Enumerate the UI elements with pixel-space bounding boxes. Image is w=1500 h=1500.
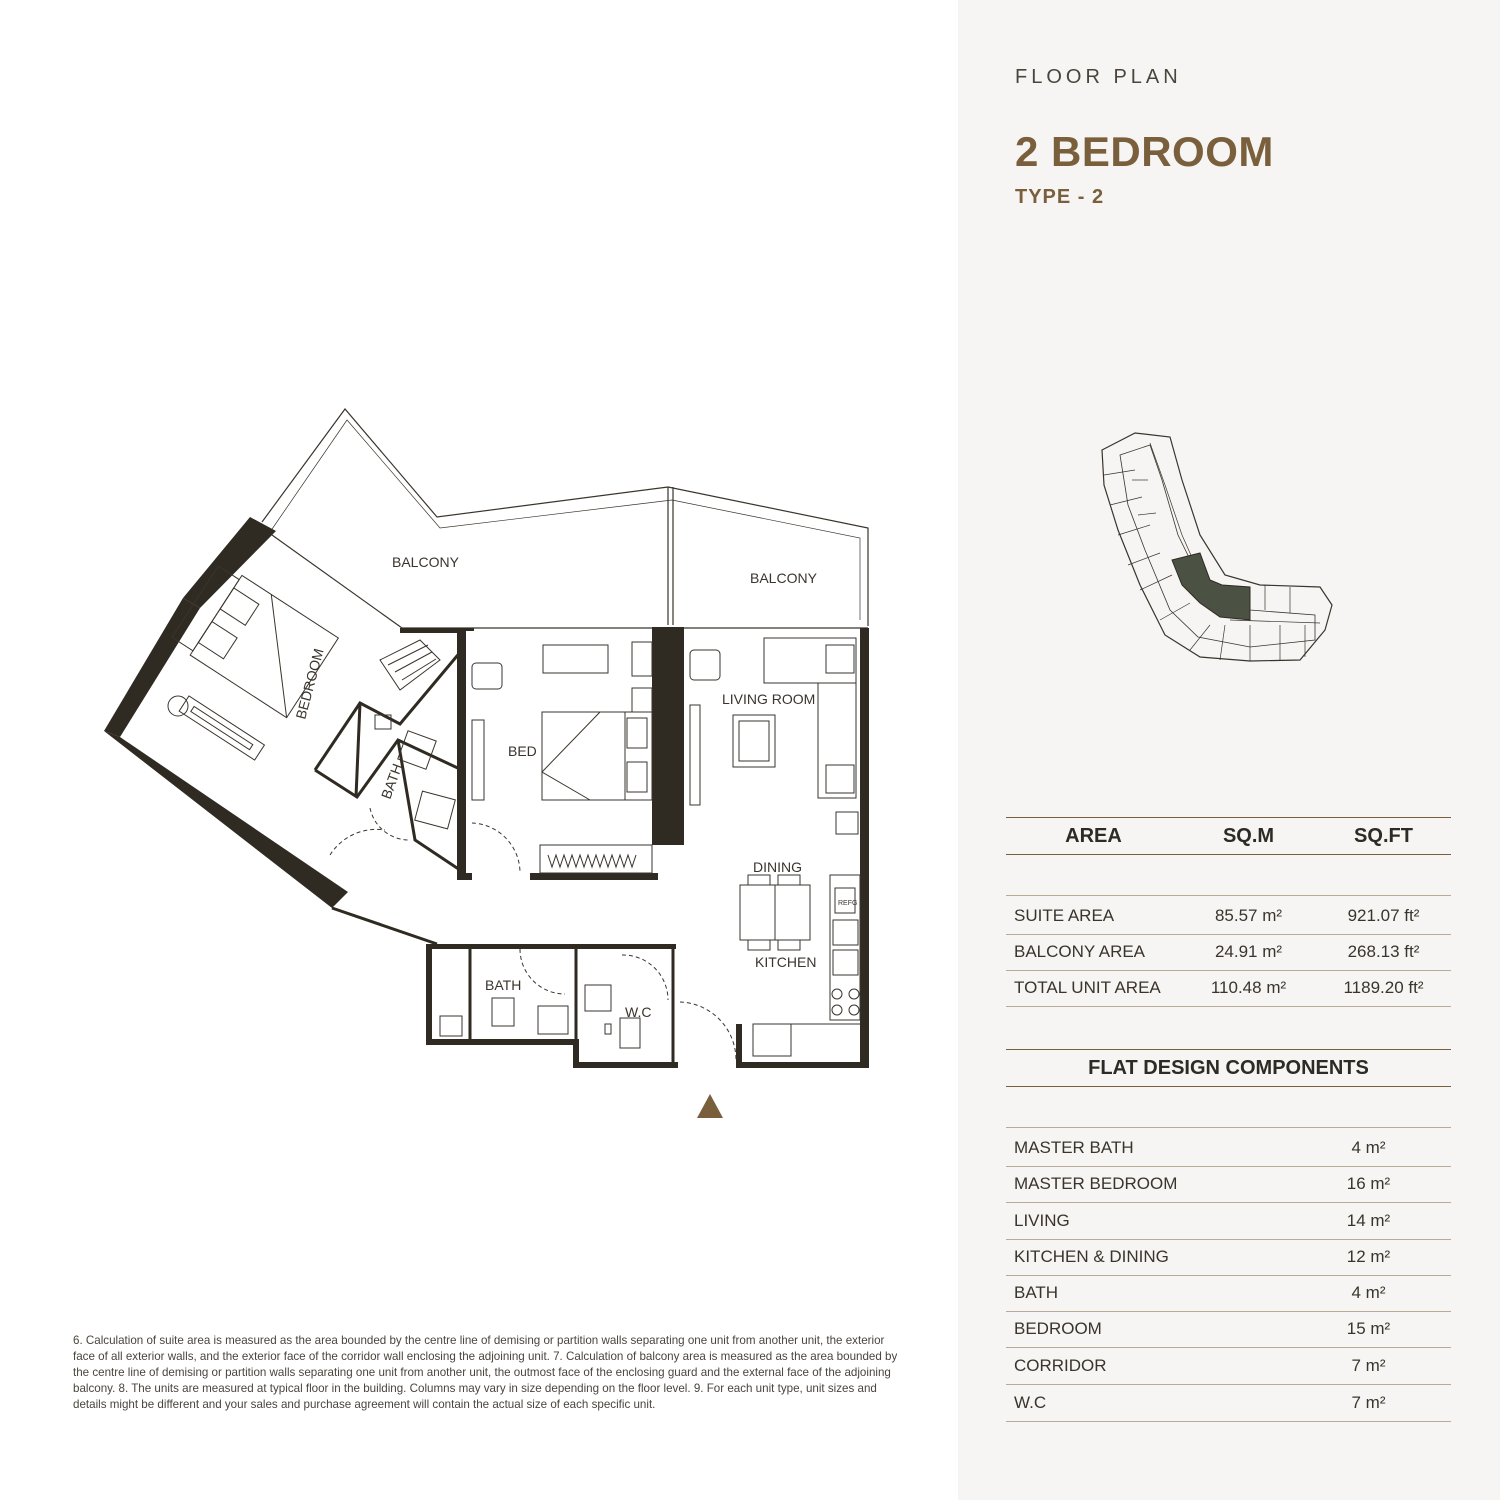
row-sqft: 921.07 ft²	[1347, 906, 1420, 925]
bedroom-wardrobe	[179, 696, 264, 760]
row-label: KITCHEN & DINING	[1014, 1247, 1169, 1266]
row-label: SUITE AREA	[1014, 906, 1115, 925]
table-row	[1006, 1203, 1451, 1240]
label-living-room: LIVING ROOM	[722, 691, 816, 707]
row-value: 4 m²	[1351, 1283, 1386, 1302]
keyplan-unit-grid	[1104, 443, 1320, 661]
table-row	[1006, 970, 1451, 1007]
components-header: FLAT DESIGN COMPONENTS	[1006, 1049, 1451, 1087]
table-spacer-row	[1006, 860, 1451, 896]
keyplan-highlighted-unit	[1172, 553, 1250, 620]
label-bed: BED	[508, 743, 537, 759]
row-sqft: 268.13 ft²	[1347, 942, 1420, 961]
table-row	[1006, 1348, 1451, 1385]
label-balcony-right: BALCONY	[750, 570, 817, 586]
master-bath-fixtures	[375, 640, 455, 829]
label-bath: BATH	[485, 977, 522, 993]
eyebrow-label: FLOOR PLAN	[1015, 66, 1182, 88]
row-label: MASTER BEDROOM	[1014, 1174, 1178, 1193]
label-bedroom: BEDROOM	[292, 646, 327, 721]
row-label: BEDROOM	[1014, 1319, 1102, 1338]
row-value: 12 m²	[1346, 1247, 1391, 1266]
row-label: W.C	[1014, 1393, 1047, 1412]
row-label: BATH	[1014, 1283, 1059, 1302]
label-master-bath: BATH	[377, 761, 406, 802]
row-sqft: 1189.20 ft²	[1343, 978, 1424, 997]
row-label: MASTER BATH	[1014, 1138, 1134, 1157]
row-value: 15 m²	[1346, 1319, 1391, 1338]
keyplan-inner-outline	[1120, 445, 1315, 647]
table-row	[1006, 1275, 1451, 1312]
table-row	[1006, 1239, 1451, 1276]
row-label: LIVING	[1014, 1211, 1070, 1230]
floor-plan-drawing	[0, 380, 960, 1140]
col-sqft: SQ.FT	[1354, 824, 1413, 847]
area-table-header	[1006, 817, 1451, 855]
label-wc: W.C	[625, 1004, 652, 1020]
table-row	[1006, 1385, 1451, 1422]
row-sqm: 24.91 m²	[1214, 942, 1283, 961]
footnote: 6. Calculation of suite area is measured as the area bounded by the centre line of demising or partition walls separating one unit from another unit, the exterior face of all exterior walls, and the exterior face of the corridor wall enclosing the adjoining unit. 7. Calculation of balcony area is measured as the area bounded by the centre line of demising or partition walls separating one unit from another unit, the outmost face of the enclosing guard and the external face of the adjoining balcony. 8. The units are measured at typical floor in the building. Columns may vary in size depending on the floor level. 9. For each unit type, unit sizes and details might be different and your sales and purchase agreement will contain the actual size of each specific unit.	[73, 1334, 898, 1411]
table-row	[1006, 934, 1451, 971]
living-furniture	[690, 638, 858, 834]
doors	[330, 808, 736, 1060]
row-sqm: 85.57 m²	[1214, 906, 1283, 925]
row-value: 7 m²	[1351, 1356, 1386, 1375]
table-row	[1006, 1130, 1451, 1167]
label-fridge: REFG	[838, 900, 858, 907]
row-value: 16 m²	[1346, 1174, 1391, 1193]
unit-type: TYPE - 2	[1015, 186, 1105, 208]
table-spacer-row	[1006, 1092, 1451, 1128]
row-value: 14 m²	[1346, 1211, 1391, 1230]
table-row	[1006, 1166, 1451, 1203]
row-label: BALCONY AREA	[1014, 942, 1146, 961]
table-row	[1006, 898, 1451, 935]
row-sqm: 110.48 m²	[1210, 978, 1287, 997]
label-kitchen: KITCHEN	[755, 954, 817, 970]
keyplan-outer-outline	[1102, 433, 1332, 661]
label-balcony-left: BALCONY	[392, 554, 459, 570]
row-label: CORRIDOR	[1014, 1356, 1107, 1375]
row-label: TOTAL UNIT AREA	[1014, 978, 1161, 997]
col-sqm: SQ.M	[1222, 824, 1275, 847]
table-row	[1006, 1311, 1451, 1348]
col-area: AREA	[1065, 824, 1122, 847]
north-arrow-icon	[697, 1094, 723, 1118]
balcony-outline	[262, 409, 868, 628]
bed-furniture	[472, 642, 652, 873]
building-key-plan	[1090, 425, 1340, 675]
row-value: 7 m²	[1351, 1393, 1386, 1412]
page-title: 2 BEDROOM	[1015, 128, 1274, 175]
row-value: 4 m²	[1351, 1138, 1386, 1157]
label-dining: DINING	[753, 859, 802, 875]
